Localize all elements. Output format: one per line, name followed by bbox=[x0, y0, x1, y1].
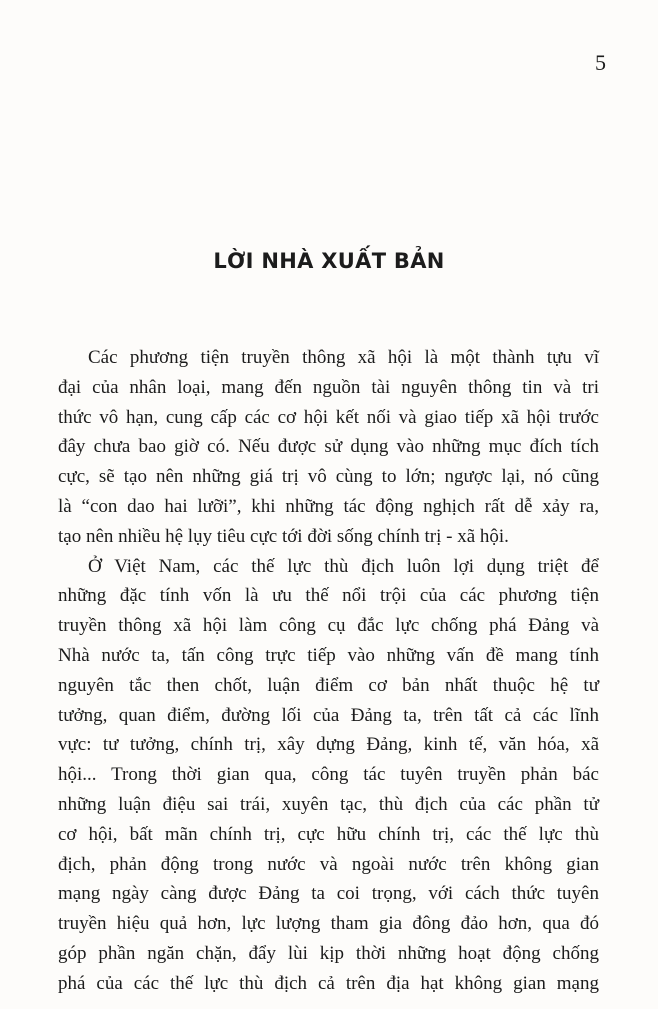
text-line: là “con dao hai lưỡi”, khi những tác động nghịch rất dễ xảy ra, bbox=[58, 495, 599, 517]
text-line: truyền thông xã hội làm công cụ đắc lực chống phá Đảng và bbox=[58, 615, 599, 637]
text-line: những đặc tính vốn là ưu thế nổi trội của các phương tiện bbox=[58, 585, 599, 607]
text-line: những luận điệu sai trái, xuyên tạc, thù địch của các phần tử bbox=[58, 793, 599, 815]
text-line: thức vô hạn, cung cấp các cơ hội kết nối và giao tiếp xã hội trước bbox=[58, 406, 599, 428]
text-line: tạo nên nhiều hệ lụy tiêu cực tới đời sống chính trị - xã hội. bbox=[58, 525, 509, 547]
paragraph-1 bbox=[58, 343, 599, 552]
text-line: phá của các thế lực thù địch cả trên địa hạt không gian mạng bbox=[58, 972, 599, 994]
body-text bbox=[58, 343, 599, 999]
paragraph-2 bbox=[58, 552, 599, 999]
text-line: đây chưa bao giờ có. Nếu được sử dụng vào những mục đích tích bbox=[58, 436, 599, 458]
text-line: vực: tư tưởng, chính trị, xây dựng Đảng, kinh tế, văn hóa, xã bbox=[58, 734, 599, 756]
text-line: góp phần ngăn chặn, đẩy lùi kịp thời những hoạt động chống bbox=[58, 942, 599, 964]
text-line: Ở Việt Nam, các thế lực thù địch luôn lợi dụng triệt để bbox=[88, 555, 599, 577]
page-title: LỜI NHÀ XUẤT BẢN bbox=[213, 249, 445, 273]
text-line: nguyên tắc then chốt, luận điểm cơ bản nhất thuộc hệ tư bbox=[58, 674, 599, 696]
text-line: cực, sẽ tạo nên những giá trị vô cùng to lớn; ngược lại, nó cũng bbox=[58, 466, 599, 488]
text-line: mạng ngày càng được Đảng ta coi trọng, với cách thức tuyên bbox=[58, 883, 599, 905]
text-line: hội... Trong thời gian qua, công tác tuyên truyền phản bác bbox=[58, 764, 599, 786]
text-line: Các phương tiện truyền thông xã hội là một thành tựu vĩ bbox=[88, 347, 599, 368]
text-line: tưởng, quan điểm, đường lối của Đảng ta, trên tất cả các lĩnh bbox=[58, 704, 599, 726]
page-number: 5 bbox=[595, 50, 606, 75]
text-line: truyền hiệu quả hơn, lực lượng tham gia đông đảo hơn, qua đó bbox=[58, 913, 599, 935]
text-line: cơ hội, bất mãn chính trị, cực hữu chính trị, các thế lực thù bbox=[58, 823, 599, 845]
text-line: địch, phản động trong nước và ngoài nước trên không gian bbox=[58, 853, 599, 875]
text-line: Nhà nước ta, tấn công trực tiếp vào những vấn đề mang tính bbox=[58, 644, 599, 666]
text-line: đại của nhân loại, mang đến nguồn tài nguyên thông tin và tri bbox=[58, 376, 599, 398]
